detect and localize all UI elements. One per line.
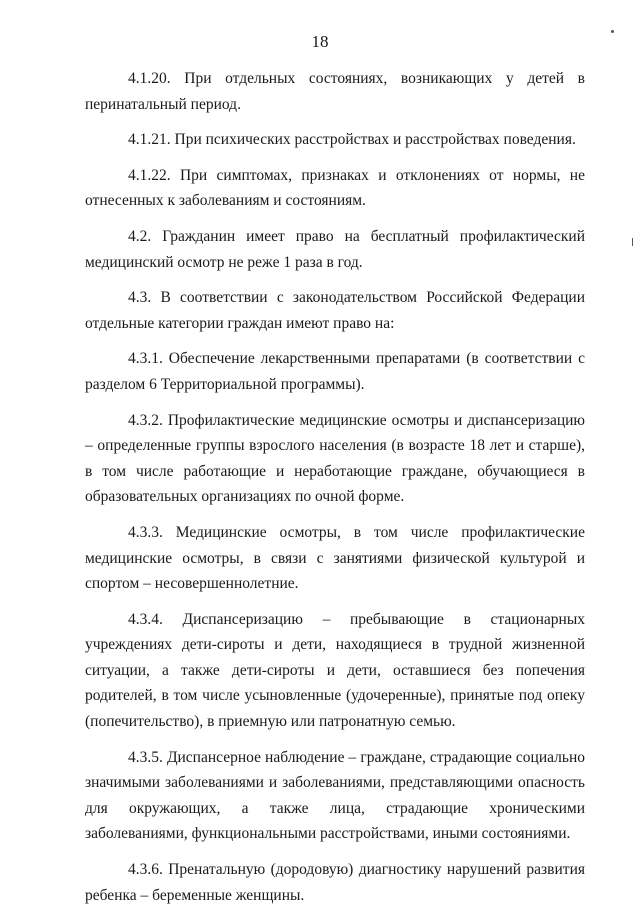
- document-body: [85, 66, 585, 918]
- page-number: 18: [311, 32, 329, 51]
- paragraph-4-3: 4.3. В соответствии с законодательством Российской Федерации отдельные категории граждан имеют право на:: [85, 289, 585, 332]
- scan-speck: [611, 30, 614, 33]
- paragraph-4-3-3: 4.3.3. Медицинские осмотры, в том числе профилактические медицинские осмотры, в связи с занятиями физической культурой и спортом – несовершеннолетние.: [85, 523, 585, 593]
- paragraph-4-3-2: 4.3.2. Профилактические медицинские осмотры и диспансеризацию – определенные группы взрослого населения (в возрасте 18 лет и старше), в том числе работающие и неработающие граждане, обучающиеся в образовательных организациях по очной форме.: [85, 411, 585, 506]
- paragraph-4-2: 4.2. Гражданин имеет право на бесплатный профилактический медицинский осмотр не реже 1 раза в год.: [85, 227, 585, 271]
- paragraph-4-1-22: 4.1.22. При симптомах, признаках и отклонениях от нормы, не отнесенных к заболеваниям и состояниям.: [85, 166, 585, 210]
- paragraph-4-1-21: 4.1.21. При психических расстройствах и расстройствах поведения.: [128, 131, 576, 149]
- paragraph-4-3-5: 4.3.5. Диспансерное наблюдение – граждане, страдающие социально значимыми заболеваниями и заболеваниями, представляющими опасность для окружающих, а также лица, страдающие хроническими заболеваниями, функциональными расстройствами, иными состояниями.: [85, 748, 585, 843]
- paragraph-4-3-1: 4.3.1. Обеспечение лекарственными препаратами (в соответствии с разделом 6 Территориальной программы).: [85, 350, 585, 393]
- paragraph-4-3-6: 4.3.6. Пренатальную (дородовую) диагностику нарушений развития ребенка – беременные женщины.: [85, 861, 585, 904]
- paragraph-4-3-4: 4.3.4. Диспансеризацию – пребывающие в стационарных учреждениях дети-сироты и дети, находящиеся в трудной жизненной ситуации, а также дети-сироты и дети, оставшиеся без попечения родителей, в том числе усыновленные (удочеренные), принятые под опеку (попечительство), в приемную или патронатную семью.: [85, 610, 585, 731]
- paragraph-4-1-20: 4.1.20. При отдельных состояниях, возникающих у детей в перинатальный период.: [85, 70, 585, 113]
- scan-mark: [632, 238, 633, 246]
